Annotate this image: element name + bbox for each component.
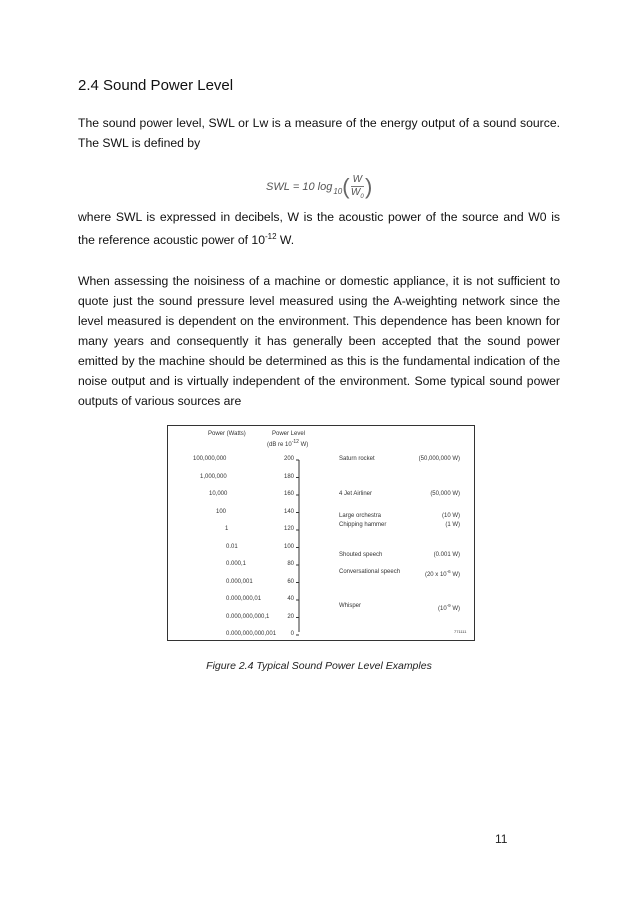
level-value: 40 xyxy=(287,596,294,602)
figure-caption: Figure 2.4 Typical Sound Power Level Examples xyxy=(206,660,432,672)
source-power: (1 W) xyxy=(445,522,460,528)
formula-den-sub: 0 xyxy=(360,193,364,200)
paragraph-swl-definition: The sound power level, SWL or Lw is a measure of the energy output of a sound source. The SWL is defined by xyxy=(78,116,560,150)
formula-close-paren: ) xyxy=(365,174,373,199)
swl-formula xyxy=(266,172,372,202)
power-value: 100 xyxy=(216,508,227,515)
formula-lhs: SWL xyxy=(266,181,290,193)
source-name: 4 Jet Airliner xyxy=(339,491,373,497)
source-power: (0.001 W) xyxy=(433,552,460,558)
formula-fraction xyxy=(351,175,364,200)
power-value: 100,000,000 xyxy=(193,456,227,462)
source-power: (50,000 W) xyxy=(430,491,460,497)
source-power: (20 x $10^{-6}$ W) xyxy=(424,569,460,578)
page-number: 11 xyxy=(495,832,508,846)
formula-open-paren: ( xyxy=(342,174,350,199)
level-value: 200 xyxy=(283,456,294,462)
level-value: 0 xyxy=(290,631,294,637)
power-value: 1 xyxy=(225,526,229,532)
power-value: 0.000,000,01 xyxy=(226,596,262,602)
source-name: Shouted speech xyxy=(339,552,383,558)
level-value: 100 xyxy=(283,543,294,550)
formula-denominator xyxy=(351,187,364,200)
source-name: Whisper xyxy=(339,603,362,609)
source-name: Large orchestra xyxy=(339,513,382,519)
p2-text-end: W. xyxy=(276,233,295,247)
level-value: 20 xyxy=(287,613,294,620)
source-power: (10 W) xyxy=(442,513,460,519)
source-name: Conversational speech xyxy=(339,569,401,575)
power-value: 10,000 xyxy=(209,491,228,497)
source-power: (50,000,000 W) xyxy=(418,456,460,462)
level-value: 140 xyxy=(283,508,294,515)
power-value: 0.01 xyxy=(226,543,238,550)
power-value: 1,000,000 xyxy=(200,473,227,480)
p2-exponent: -12 xyxy=(264,232,277,241)
level-value: 160 xyxy=(283,491,294,497)
paragraph-noisiness: When assessing the noisiness of a machine or domestic appliance, it is not sufficient to quote just the sound pressure level measured using the A-weighting network since the level measured is dependent on the environment. This dependence has been known for many years and consequently it has generally been accepted that the sound power emitted by the machine should be determined as this is the fundamental indication of the noise output and is virtually independent of the environment. Some typical sound power outputs of various sources are xyxy=(78,274,560,408)
source-power: ($10^{-9}$ W) xyxy=(437,603,460,612)
power-value: 0.000,000,000,1 xyxy=(226,613,270,620)
level-value: 120 xyxy=(283,526,294,532)
figure-sound-power-table xyxy=(167,425,475,641)
level-value: 180 xyxy=(283,473,294,480)
power-value: 0.000,001 xyxy=(226,578,253,585)
paragraph-swl-explanation xyxy=(78,207,560,250)
formula-log-base: 10 xyxy=(333,186,343,196)
formula-eq: = 10 log xyxy=(289,181,333,193)
p2-text: where SWL is expressed in decibels, W is the acoustic power of the source and W0 is the reference acoustic power of 10 xyxy=(78,210,560,247)
power-value: 0.000,1 xyxy=(226,561,247,567)
section-heading: 2.4 Sound Power Level xyxy=(78,77,234,94)
col-header-power: Power (Watts) xyxy=(208,431,246,437)
col-header-level: Power Level xyxy=(272,431,306,437)
source-name: Saturn rocket xyxy=(339,456,375,462)
level-value: 80 xyxy=(287,561,294,567)
source-name: Chipping hammer xyxy=(339,522,387,528)
power-value: 0.000,000,000,001 xyxy=(226,631,277,637)
level-value: 60 xyxy=(287,578,294,585)
col-subheader-level: (dB re $10^{-12}$ W) xyxy=(267,439,309,448)
formula-numerator: W xyxy=(352,173,363,185)
formula-den-symbol: W xyxy=(350,186,361,198)
figure-corner-code: 771111 xyxy=(454,629,467,634)
